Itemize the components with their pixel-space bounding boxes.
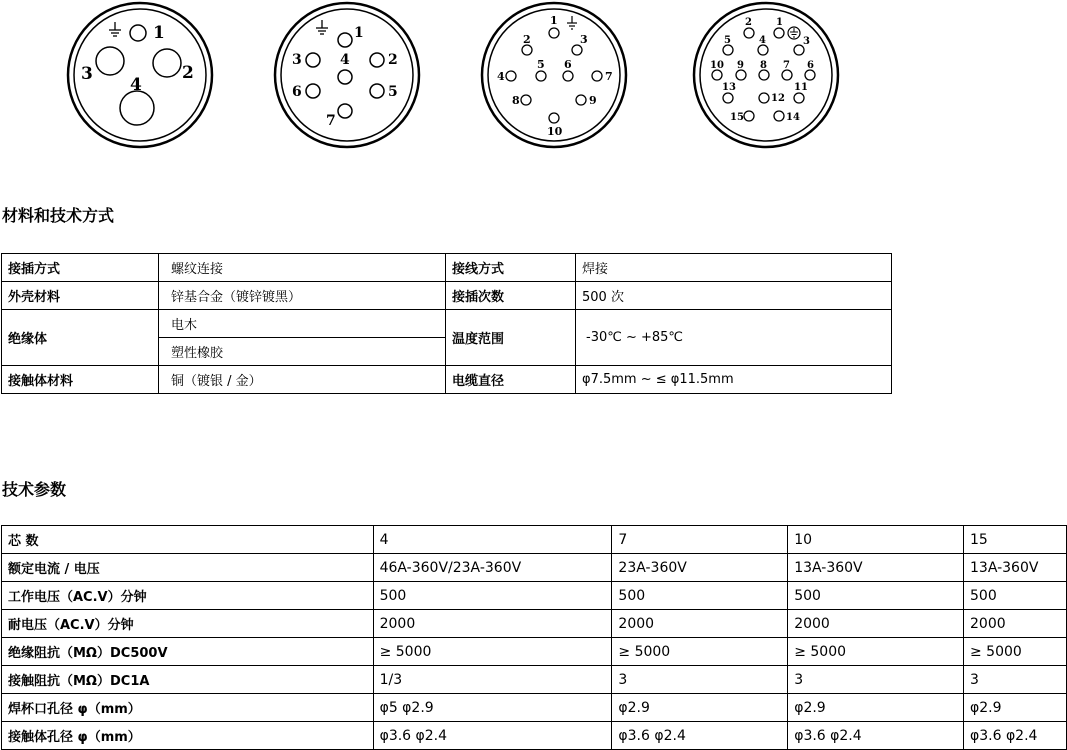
mating-cycles-value: 500 次 [576,282,892,310]
temperature-value: -30℃ ~ +85℃ [576,310,892,366]
connect-method-label: 接插方式 [2,254,159,282]
pin-2 [153,49,181,77]
temperature-label: 温度范围 [446,310,576,366]
pin-label-7: 7 [783,60,790,71]
param-value: 3 [964,666,1067,694]
pin-label-6: 6 [292,84,302,100]
param-value: 3 [612,666,788,694]
pin-7 [338,104,352,118]
param-value: 46A-360V/23A-360V [373,554,612,582]
param-value: ≥ 5000 [788,638,964,666]
param-value: ≥ 5000 [373,638,612,666]
table-row [2,310,892,338]
pin-label-9: 9 [589,94,597,107]
pin-3 [306,53,320,67]
pin-1 [130,25,146,41]
pin-7 [592,71,602,81]
param-value: 500 [373,582,612,610]
pin-label-5: 5 [537,58,545,71]
pin-label-3: 3 [292,52,302,68]
pin-11 [794,93,804,103]
pin-6 [563,71,573,81]
insulator-value-bakelite: 电木 [159,310,446,338]
pin-3 [572,45,582,55]
pin-label-12: 12 [771,93,785,104]
pin-label-4: 4 [759,35,766,46]
materials-table [1,253,892,394]
pin-label-6: 6 [564,58,572,71]
table-row [2,610,1067,638]
param-label: 接触体孔径 φ（mm） [2,722,374,750]
pin-label-15: 15 [730,112,744,123]
pin-15 [744,111,754,121]
param-value: 500 [964,582,1067,610]
param-value: φ2.9 [788,694,964,722]
table-row [2,282,892,310]
param-value: φ5 φ2.9 [373,694,612,722]
pin-12 [759,93,769,103]
connect-method-value: 螺纹连接 [159,254,446,282]
ground-symbol-icon [109,22,121,36]
param-value: ≥ 5000 [612,638,788,666]
param-value: φ3.6 φ2.4 [612,722,788,750]
pin-label-9: 9 [737,60,744,71]
connector-diagram-4-core [65,0,215,150]
materials-heading: 材料和技术方式 [2,206,115,225]
pin-4 [338,70,352,84]
wiring-method-value: 焊接 [576,254,892,282]
pin-5 [723,45,733,55]
param-label: 工作电压（AC.V）分钟 [2,582,374,610]
param-label: 耐电压（AC.V）分钟 [2,610,374,638]
pin-8 [521,95,531,105]
pin-label-5: 5 [388,84,398,100]
param-value: 500 [612,582,788,610]
ground-symbol-icon [567,16,577,29]
pin-label-4: 4 [340,52,350,68]
connector-diagram-15-core [691,0,841,150]
pin-label-4: 4 [497,70,505,83]
param-value: 13A-360V [964,554,1067,582]
pin-5 [370,84,384,98]
pin-10 [549,113,559,123]
param-value: 23A-360V [612,554,788,582]
pin-label-8: 8 [512,94,520,107]
pin-label-6: 6 [807,60,814,71]
param-value: φ3.6 φ2.4 [964,722,1067,750]
param-value: 2000 [373,610,612,638]
shell-material-label: 外壳材料 [2,282,159,310]
pin-6 [805,70,815,80]
pin-4 [758,45,768,55]
connector-diagram-10-core [479,0,629,150]
pin-label-8: 8 [760,60,767,71]
cable-diameter-value: φ7.5mm ~ ≤ φ11.5mm [576,366,892,394]
pin-7 [782,70,792,80]
pin-label-5: 5 [724,35,731,46]
param-label: 绝缘阻抗（MΩ）DC500V [2,638,374,666]
pin-label-3: 3 [81,64,93,84]
pin-label-2: 2 [745,17,752,28]
pin-1 [549,28,559,38]
ground-symbol-icon [316,20,328,34]
pin-5 [536,71,546,81]
param-value: φ3.6 φ2.4 [373,722,612,750]
pin-9 [736,70,746,80]
param-value: φ3.6 φ2.4 [788,722,964,750]
pin-label-7: 7 [605,70,613,83]
pin-2 [744,28,754,38]
ground-symbol-icon [788,27,800,39]
table-row [2,254,892,282]
param-value: 1/3 [373,666,612,694]
pin-label-2: 2 [388,52,398,68]
params-table [1,525,1067,750]
table-row [2,638,1067,666]
table-row [2,722,1067,750]
pin-4 [120,91,154,125]
shell-material-value: 锌基合金（镀锌镀黑） [159,282,446,310]
contact-material-value: 铜（镀银 / 金） [159,366,446,394]
param-value: 4 [373,526,612,554]
pin-label-13: 13 [722,82,736,93]
param-value: 2000 [788,610,964,638]
insulator-label: 绝缘体 [2,310,159,366]
param-value: 2000 [964,610,1067,638]
param-label: 额定电流 / 电压 [2,554,374,582]
param-label: 芯 数 [2,526,374,554]
table-row [2,526,1067,554]
param-value: 13A-360V [788,554,964,582]
table-row [2,694,1067,722]
pin-label-14: 14 [786,112,800,123]
pin-label-3: 3 [580,33,588,46]
pin-10 [712,70,722,80]
pin-13 [723,93,733,103]
pin-label-3: 3 [803,36,810,47]
params-heading: 技术参数 [2,480,67,499]
pin-3 [96,47,124,75]
param-value: 7 [612,526,788,554]
pin-label-1: 1 [354,25,364,41]
pin-label-7: 7 [326,113,336,129]
pin-1 [774,28,784,38]
pin-8 [759,70,769,80]
pin-label-1: 1 [776,17,783,28]
param-value: 2000 [612,610,788,638]
pin-2 [522,45,532,55]
table-row [2,666,1067,694]
pin-label-10: 10 [547,125,563,138]
param-label: 焊杯口孔径 φ（mm） [2,694,374,722]
table-row [2,582,1067,610]
pin-14 [774,111,784,121]
pin-label-11: 11 [794,82,808,93]
param-value: 3 [788,666,964,694]
param-value: ≥ 5000 [964,638,1067,666]
pin-1 [338,33,352,47]
connector-diagram-7-core [272,0,422,150]
pin-label-2: 2 [182,63,194,83]
param-value: φ2.9 [612,694,788,722]
pin-2 [370,53,384,67]
param-value: 15 [964,526,1067,554]
wiring-method-label: 接线方式 [446,254,576,282]
pin-label-1: 1 [550,14,558,27]
pin-label-1: 1 [153,23,165,43]
table-row [2,554,1067,582]
table-row [2,366,892,394]
param-label: 接触阻抗（MΩ）DC1A [2,666,374,694]
connector-diagrams [0,0,1067,160]
pin-4 [506,71,516,81]
param-value: 10 [788,526,964,554]
cable-diameter-label: 电缆直径 [446,366,576,394]
insulator-value-rubber: 塑性橡胶 [159,338,446,366]
param-value: φ2.9 [964,694,1067,722]
pin-6 [306,84,320,98]
mating-cycles-label: 接插次数 [446,282,576,310]
pin-label-10: 10 [710,60,724,71]
pin-label-2: 2 [523,33,531,46]
pin-label-4: 4 [130,75,142,95]
contact-material-label: 接触体材料 [2,366,159,394]
pin-9 [576,95,586,105]
param-value: 500 [788,582,964,610]
